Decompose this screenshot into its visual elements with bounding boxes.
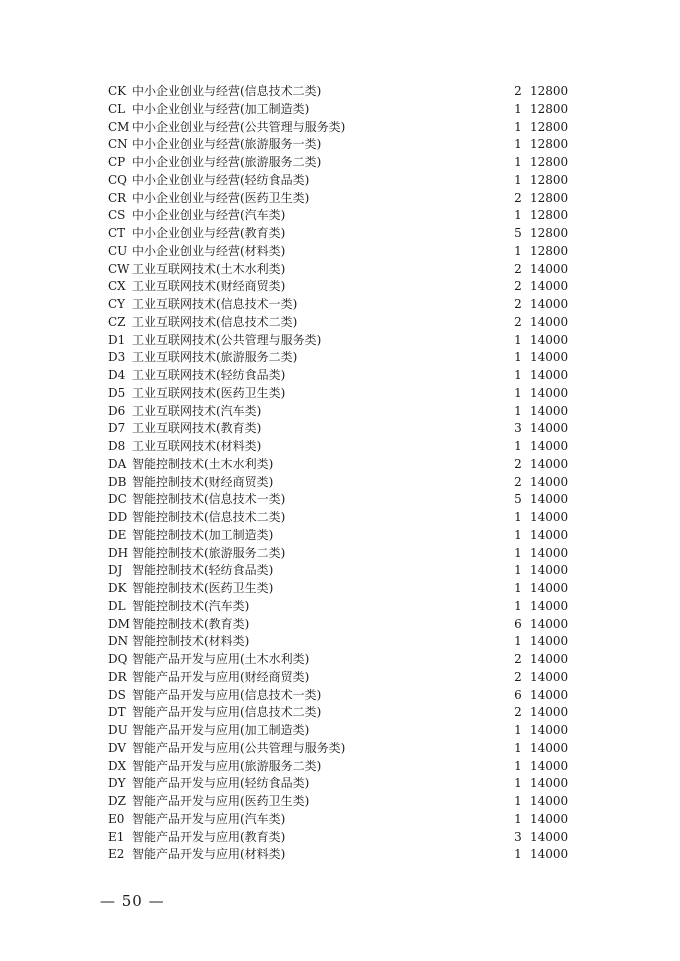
tuition-fee: 12800 <box>530 226 569 240</box>
program-code: E1 <box>108 829 125 844</box>
table-row <box>108 669 578 687</box>
program-name: 工业互联网技术(财经商贸类) <box>132 279 286 294</box>
tuition-fee: 12800 <box>530 84 569 98</box>
enrollment-count: 1 <box>514 776 522 791</box>
tuition-fee: 14000 <box>530 740 569 755</box>
program-name: 智能产品开发与应用(信息技术二类) <box>132 705 322 720</box>
enrollment-count: 5 <box>514 226 522 240</box>
program-code: DU <box>108 723 128 737</box>
program-code: CY <box>108 297 126 311</box>
program-code: DE <box>108 527 127 542</box>
tuition-fee: 12800 <box>530 243 569 258</box>
enrollment-count: 2 <box>514 314 522 329</box>
program-code: D4 <box>108 368 126 382</box>
program-code: CT <box>108 226 126 240</box>
program-code: DZ <box>108 794 126 808</box>
table-row <box>108 474 578 492</box>
tuition-fee: 14000 <box>530 279 569 294</box>
program-code: D1 <box>108 332 126 347</box>
table-row <box>108 562 578 580</box>
program-code: DV <box>108 740 127 755</box>
table-row <box>108 403 578 421</box>
program-name: 智能产品开发与应用(医药卫生类) <box>132 794 310 808</box>
program-code: CK <box>108 84 127 98</box>
program-name: 智能产品开发与应用(土木水利类) <box>132 652 310 666</box>
program-name: 智能控制技术(土木水利类) <box>132 456 274 471</box>
program-name: 智能控制技术(旅游服务二类) <box>132 545 286 560</box>
enrollment-count: 2 <box>514 669 522 684</box>
table-row <box>108 616 578 634</box>
enrollment-count: 2 <box>514 652 522 666</box>
program-name: 工业互联网技术(信息技术二类) <box>132 314 298 329</box>
enrollment-count: 1 <box>514 208 522 223</box>
tuition-fee: 12800 <box>530 190 569 205</box>
program-name: 中小企业创业与经营(公共管理与服务类) <box>132 119 346 134</box>
enrollment-count: 2 <box>514 279 522 294</box>
table-row <box>108 775 578 793</box>
enrollment-count: 1 <box>514 634 522 649</box>
table-row <box>108 119 578 137</box>
program-code: DJ <box>108 563 123 578</box>
tuition-fee: 14000 <box>530 758 569 773</box>
table-row <box>108 154 578 172</box>
program-code: CW <box>108 261 130 276</box>
enrollment-count: 1 <box>514 545 522 560</box>
tuition-fee: 14000 <box>530 492 569 507</box>
table-row <box>108 332 578 350</box>
program-name: 智能控制技术(加工制造类) <box>132 527 274 542</box>
program-code: DX <box>108 758 127 773</box>
program-code: CP <box>108 155 126 169</box>
program-code: DH <box>108 545 129 560</box>
program-code: DR <box>108 669 127 684</box>
program-name: 中小企业创业与经营(轻纺食品类) <box>132 172 310 187</box>
tuition-fee: 14000 <box>530 581 569 595</box>
program-code: DT <box>108 705 126 720</box>
program-name: 工业互联网技术(信息技术一类) <box>132 297 298 311</box>
table-row <box>108 704 578 722</box>
program-name: 智能控制技术(轻纺食品类) <box>132 563 274 578</box>
program-code: DD <box>108 510 128 524</box>
enrollment-count: 1 <box>514 368 522 382</box>
table-row <box>108 243 578 261</box>
program-name: 工业互联网技术(教育类) <box>132 421 262 436</box>
table-row <box>108 101 578 119</box>
program-name: 中小企业创业与经营(旅游服务二类) <box>132 155 322 169</box>
table-row <box>108 261 578 279</box>
enrollment-count: 1 <box>514 598 522 613</box>
enrollment-count: 1 <box>514 847 522 862</box>
program-code: CZ <box>108 314 126 329</box>
tuition-fee: 14000 <box>530 794 569 808</box>
table-row <box>108 758 578 776</box>
program-code: E2 <box>108 847 125 862</box>
table-row <box>108 172 578 190</box>
tuition-fee: 14000 <box>530 421 569 436</box>
program-name: 智能控制技术(信息技术一类) <box>132 492 286 507</box>
table-row <box>108 456 578 474</box>
program-name: 工业互联网技术(汽车类) <box>132 403 262 418</box>
tuition-fee: 14000 <box>530 314 569 329</box>
table-row <box>108 83 578 101</box>
page-number: — 50 — <box>100 892 165 910</box>
enrollment-count: 6 <box>514 687 522 702</box>
table-row <box>108 527 578 545</box>
tuition-fee: 14000 <box>530 261 569 276</box>
enrollment-count: 1 <box>514 332 522 347</box>
program-code: DM <box>108 616 130 631</box>
enrollment-count: 2 <box>514 705 522 720</box>
program-code: DK <box>108 581 127 595</box>
table-row <box>108 278 578 296</box>
enrollment-count: 5 <box>514 492 522 507</box>
enrollment-count: 2 <box>514 84 522 98</box>
tuition-fee: 14000 <box>530 474 569 489</box>
program-code: DL <box>108 598 126 613</box>
enrollment-count: 2 <box>514 297 522 311</box>
table-row <box>108 367 578 385</box>
tuition-fee: 12800 <box>530 208 569 223</box>
tuition-fee: 14000 <box>530 439 569 453</box>
program-name: 智能控制技术(医药卫生类) <box>132 581 274 595</box>
program-name: 智能产品开发与应用(加工制造类) <box>132 723 310 737</box>
enrollment-count: 3 <box>514 829 522 844</box>
enrollment-count: 2 <box>514 190 522 205</box>
tuition-fee: 14000 <box>530 385 569 400</box>
program-name: 智能产品开发与应用(旅游服务二类) <box>132 758 322 773</box>
table-row <box>108 207 578 225</box>
tuition-fee: 14000 <box>530 811 569 826</box>
table-row <box>108 740 578 758</box>
program-name: 中小企业创业与经营(信息技术二类) <box>132 84 322 98</box>
tuition-fee: 14000 <box>530 563 569 578</box>
program-code: CX <box>108 279 126 294</box>
table-row <box>108 296 578 314</box>
table-row <box>108 190 578 208</box>
program-code: CR <box>108 190 127 205</box>
program-name: 智能控制技术(材料类) <box>132 634 250 649</box>
tuition-fee: 14000 <box>530 616 569 631</box>
table-row <box>108 491 578 509</box>
tuition-fee: 14000 <box>530 545 569 560</box>
program-code: DN <box>108 634 129 649</box>
tuition-fee: 12800 <box>530 155 569 169</box>
enrollment-count: 1 <box>514 758 522 773</box>
tuition-fee: 14000 <box>530 669 569 684</box>
table-row <box>108 136 578 154</box>
enrollment-count: 1 <box>514 119 522 134</box>
program-name: 智能控制技术(财经商贸类) <box>132 474 274 489</box>
enrollment-count: 1 <box>514 811 522 826</box>
table-row <box>108 545 578 563</box>
table-row <box>108 598 578 616</box>
program-name: 智能控制技术(信息技术二类) <box>132 510 286 524</box>
table-row <box>108 722 578 740</box>
program-code: CS <box>108 208 126 223</box>
table-row <box>108 420 578 438</box>
enrollment-count: 3 <box>514 421 522 436</box>
program-name: 中小企业创业与经营(材料类) <box>132 243 286 258</box>
tuition-fee: 14000 <box>530 527 569 542</box>
program-code: DY <box>108 776 126 791</box>
program-name: 智能产品开发与应用(信息技术一类) <box>132 687 322 702</box>
enrollment-count: 1 <box>514 439 522 453</box>
program-name: 智能控制技术(教育类) <box>132 616 250 631</box>
program-code: DA <box>108 456 127 471</box>
enrollment-count: 1 <box>514 385 522 400</box>
program-code: CU <box>108 243 128 258</box>
tuition-fee: 14000 <box>530 403 569 418</box>
table-row <box>108 793 578 811</box>
program-name: 工业互联网技术(医药卫生类) <box>132 385 286 400</box>
enrollment-count: 1 <box>514 527 522 542</box>
tuition-fee: 14000 <box>530 687 569 702</box>
table-row <box>108 846 578 864</box>
enrollment-count: 1 <box>514 137 522 152</box>
enrollment-count: 1 <box>514 350 522 365</box>
enrollment-count: 1 <box>514 403 522 418</box>
table-row <box>108 811 578 829</box>
table-row <box>108 633 578 651</box>
program-name: 工业互联网技术(公共管理与服务类) <box>132 332 322 347</box>
tuition-fee: 14000 <box>530 829 569 844</box>
program-table <box>108 83 578 864</box>
program-name: 工业互联网技术(材料类) <box>132 439 262 453</box>
table-row <box>108 651 578 669</box>
program-code: D5 <box>108 385 126 400</box>
tuition-fee: 14000 <box>530 847 569 862</box>
table-row <box>108 580 578 598</box>
program-name: 智能产品开发与应用(公共管理与服务类) <box>132 740 346 755</box>
enrollment-count: 1 <box>514 723 522 737</box>
enrollment-count: 1 <box>514 101 522 116</box>
tuition-fee: 14000 <box>530 652 569 666</box>
table-row <box>108 349 578 367</box>
program-code: D7 <box>108 421 126 436</box>
program-code: E0 <box>108 811 125 826</box>
table-row <box>108 225 578 243</box>
tuition-fee: 14000 <box>530 332 569 347</box>
tuition-fee: 14000 <box>530 723 569 737</box>
table-row <box>108 314 578 332</box>
program-name: 中小企业创业与经营(汽车类) <box>132 208 286 223</box>
enrollment-count: 1 <box>514 563 522 578</box>
tuition-fee: 12800 <box>530 101 569 116</box>
enrollment-count: 1 <box>514 794 522 808</box>
enrollment-count: 1 <box>514 510 522 524</box>
tuition-fee: 14000 <box>530 456 569 471</box>
tuition-fee: 12800 <box>530 137 569 152</box>
enrollment-count: 1 <box>514 581 522 595</box>
program-code: CQ <box>108 172 128 187</box>
tuition-fee: 12800 <box>530 119 569 134</box>
enrollment-count: 1 <box>514 172 522 187</box>
program-name: 智能产品开发与应用(财经商贸类) <box>132 669 310 684</box>
tuition-fee: 14000 <box>530 598 569 613</box>
tuition-fee: 14000 <box>530 510 569 524</box>
table-row <box>108 509 578 527</box>
enrollment-count: 6 <box>514 616 522 631</box>
program-name: 中小企业创业与经营(加工制造类) <box>132 101 310 116</box>
program-name: 中小企业创业与经营(旅游服务一类) <box>132 137 322 152</box>
program-name: 智能产品开发与应用(轻纺食品类) <box>132 776 310 791</box>
tuition-fee: 14000 <box>530 297 569 311</box>
program-code: CM <box>108 119 130 134</box>
table-row <box>108 438 578 456</box>
program-name: 工业互联网技术(土木水利类) <box>132 261 286 276</box>
program-name: 中小企业创业与经营(医药卫生类) <box>132 190 310 205</box>
tuition-fee: 12800 <box>530 172 569 187</box>
program-name: 工业互联网技术(旅游服务二类) <box>132 350 298 365</box>
program-name: 智能产品开发与应用(教育类) <box>132 829 286 844</box>
enrollment-count: 1 <box>514 243 522 258</box>
program-code: DQ <box>108 652 128 666</box>
enrollment-count: 2 <box>514 474 522 489</box>
program-code: CN <box>108 137 128 152</box>
enrollment-count: 1 <box>514 155 522 169</box>
program-name: 中小企业创业与经营(教育类) <box>132 226 286 240</box>
program-name: 智能产品开发与应用(汽车类) <box>132 811 286 826</box>
program-code: D8 <box>108 439 126 453</box>
enrollment-count: 2 <box>514 456 522 471</box>
program-code: DS <box>108 687 126 702</box>
table-row <box>108 687 578 705</box>
program-code: D3 <box>108 350 126 365</box>
tuition-fee: 14000 <box>530 634 569 649</box>
table-row <box>108 385 578 403</box>
tuition-fee: 14000 <box>530 368 569 382</box>
program-code: CL <box>108 101 126 116</box>
program-name: 工业互联网技术(轻纺食品类) <box>132 368 286 382</box>
enrollment-count: 1 <box>514 740 522 755</box>
tuition-fee: 14000 <box>530 705 569 720</box>
tuition-fee: 14000 <box>530 350 569 365</box>
program-code: D6 <box>108 403 126 418</box>
table-row <box>108 829 578 847</box>
tuition-fee: 14000 <box>530 776 569 791</box>
program-code: DB <box>108 474 127 489</box>
program-name: 智能控制技术(汽车类) <box>132 598 250 613</box>
program-name: 智能产品开发与应用(材料类) <box>132 847 286 862</box>
enrollment-count: 2 <box>514 261 522 276</box>
program-code: DC <box>108 492 127 507</box>
